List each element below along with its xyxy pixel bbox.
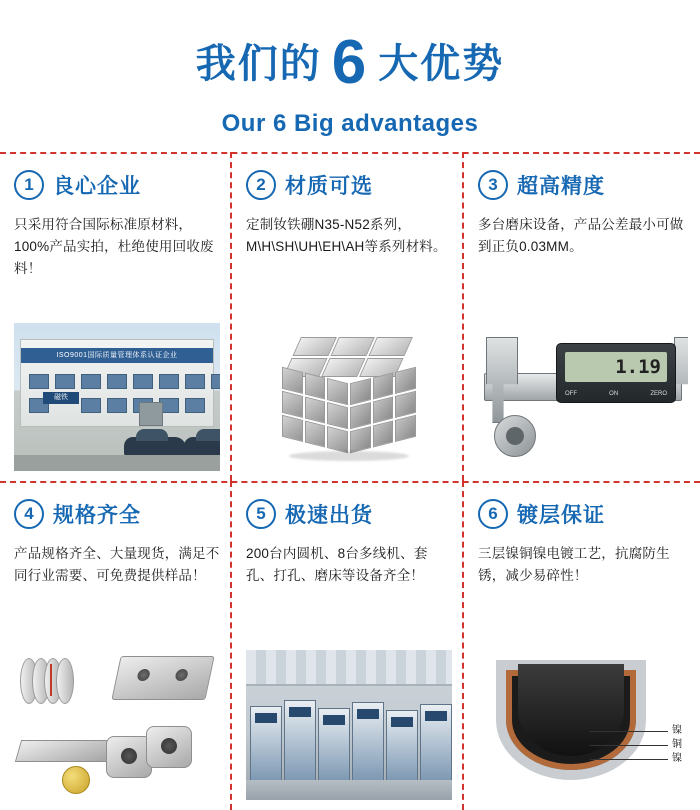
magnet-block xyxy=(373,396,394,423)
card-header xyxy=(478,166,688,204)
magnet-ring-sample xyxy=(494,415,536,457)
cube-left-face xyxy=(282,367,348,453)
caliper-illustration xyxy=(478,321,688,471)
leader-line xyxy=(590,759,668,760)
countersunk-hole xyxy=(174,669,189,681)
badge-number-icon: 5 xyxy=(246,499,276,529)
magnet-block xyxy=(327,378,348,405)
window xyxy=(185,398,205,413)
caliper-buttons xyxy=(565,391,667,397)
magnet-block xyxy=(395,367,416,394)
page-title xyxy=(0,26,700,97)
parked-car xyxy=(124,437,186,457)
card-header xyxy=(246,495,452,533)
card-title: 镀层保证 xyxy=(517,504,605,527)
card-title: 规格齐全 xyxy=(53,504,141,527)
entrance-sign: 磁铁 xyxy=(43,392,79,404)
magnet-block xyxy=(321,358,365,377)
layer-labels xyxy=(590,724,682,766)
window xyxy=(29,374,49,389)
window xyxy=(133,374,153,389)
disc-magnet xyxy=(56,658,74,704)
magnet-block xyxy=(282,367,303,394)
window xyxy=(107,398,127,413)
caliper-display-body xyxy=(556,343,676,403)
magnet-block xyxy=(327,402,348,429)
magnet-block xyxy=(368,337,412,356)
card-title: 良心企业 xyxy=(53,175,141,198)
advantage-card-1 xyxy=(0,152,232,481)
magnet-block xyxy=(327,426,348,453)
machine xyxy=(386,710,418,782)
workshop-illustration xyxy=(246,650,452,800)
magnet-block xyxy=(305,396,326,423)
parked-car xyxy=(184,437,220,457)
ring-magnet-group xyxy=(106,726,202,782)
leader-line xyxy=(590,731,668,732)
card-description: 定制钕铁硼N35-N52系列，M\H\SH\UH\EH\AH等系列材料。 xyxy=(246,217,447,254)
magnet-cube xyxy=(274,337,424,457)
cube-right-face xyxy=(350,367,416,453)
caliper-reading: 1.19 xyxy=(615,356,661,378)
workshop-roof xyxy=(246,650,452,686)
badge-number-icon: 3 xyxy=(478,170,508,200)
machine xyxy=(352,702,384,782)
window xyxy=(159,374,179,389)
window xyxy=(211,374,220,389)
machine xyxy=(420,704,452,782)
magnet-block xyxy=(350,426,371,453)
magnet-block xyxy=(395,391,416,418)
ring-magnet xyxy=(146,726,192,768)
magnet-block xyxy=(373,372,394,399)
card-description: 200台内圆机、8台多线机、套孔、打孔、磨床等设备齐全！ xyxy=(246,546,428,583)
magnet-block xyxy=(350,402,371,429)
card-title: 超高精度 xyxy=(517,175,605,198)
caliper-left-jaw xyxy=(486,337,518,423)
badge-number-icon: 2 xyxy=(246,170,276,200)
advantage-card-2 xyxy=(232,152,464,481)
magnet-block xyxy=(305,372,326,399)
title-number: 6 xyxy=(331,28,369,97)
magnet-block xyxy=(282,415,303,442)
magnet-block xyxy=(373,420,394,447)
advantage-card-5 xyxy=(232,481,464,810)
machine xyxy=(250,706,282,782)
factory-building-photo xyxy=(14,323,220,471)
badge-number-icon: 6 xyxy=(478,499,508,529)
window xyxy=(107,374,127,389)
title-prefix: 我们的 xyxy=(195,42,322,86)
building-facade xyxy=(20,339,214,427)
card-header xyxy=(478,495,688,533)
disc-magnet-stack xyxy=(20,658,82,704)
advantage-card-6 xyxy=(464,481,700,810)
magnet-block xyxy=(395,415,416,442)
leader-line xyxy=(590,745,668,746)
layer-label: 镍 xyxy=(672,725,682,736)
card-header xyxy=(246,166,452,204)
window xyxy=(81,374,101,389)
machine xyxy=(284,700,316,782)
magnet-block xyxy=(292,337,336,356)
banner-text: ISO9001国际质量管理体系认证企业 xyxy=(56,352,178,359)
layer-label-row xyxy=(590,752,682,766)
badge-number-icon: 4 xyxy=(14,499,44,529)
magnet-cube-photo xyxy=(246,329,452,471)
machine xyxy=(318,708,350,782)
shapes-illustration xyxy=(14,650,220,800)
card-description: 三层镍铜镍电镀工艺，抗腐防生锈，减少易碎性！ xyxy=(478,546,670,583)
layer-label-row xyxy=(590,724,682,738)
card-title: 材质可选 xyxy=(285,175,373,198)
advantages-grid xyxy=(0,152,700,810)
window xyxy=(81,398,101,413)
cube-shadow xyxy=(289,451,409,461)
caliper-lcd xyxy=(565,352,667,382)
layer-label-row xyxy=(590,738,682,752)
poster-header xyxy=(0,0,700,138)
card-header xyxy=(14,166,220,204)
advantage-card-3 xyxy=(464,152,700,481)
magnet-block xyxy=(282,391,303,418)
card-description: 产品规格齐全、大量现货，满足不同行业需要、可免费提供样品！ xyxy=(14,546,220,583)
road xyxy=(14,455,220,471)
page-subtitle: Our 6 Big advantages xyxy=(221,110,479,137)
caliper-button-off[interactable]: OFF xyxy=(565,391,577,397)
bar-magnet xyxy=(15,740,115,762)
factory-workshop-photo xyxy=(246,650,452,800)
layer-label: 镍 xyxy=(672,753,682,764)
magnet-block xyxy=(305,420,326,447)
coating-illustration xyxy=(478,650,688,800)
cube-illustration xyxy=(246,329,452,471)
factory-illustration xyxy=(14,323,220,471)
caliper-button-on[interactable]: ON xyxy=(609,391,619,397)
magnet-block xyxy=(330,337,374,356)
caliper-button-zero[interactable]: ZERO xyxy=(650,391,667,397)
digital-caliper-photo xyxy=(478,321,688,471)
caliper-right-jaw xyxy=(674,337,688,423)
layer-label: 铜 xyxy=(672,739,682,750)
card-description: 多台磨床设备，产品公差最小可做到正负0.03MM。 xyxy=(478,217,684,254)
card-header xyxy=(14,495,220,533)
coin-for-scale xyxy=(62,766,90,794)
building-banner xyxy=(21,348,213,363)
countersunk-block-magnet xyxy=(111,656,214,700)
advantage-card-4 xyxy=(0,481,232,810)
workshop-aisle xyxy=(246,780,452,800)
coating-layers-diagram xyxy=(478,650,688,800)
title-suffix: 大优势 xyxy=(378,42,505,86)
countersunk-hole xyxy=(136,669,151,681)
magnet-block xyxy=(350,378,371,405)
entrance-door xyxy=(139,402,163,426)
pole-marking xyxy=(50,664,52,696)
card-description: 只采用符合国际标准原材料，100%产品实拍，杜绝使用回收废料！ xyxy=(14,217,214,276)
window xyxy=(185,374,205,389)
window xyxy=(55,374,75,389)
badge-number-icon: 1 xyxy=(14,170,44,200)
magnet-shapes-photo xyxy=(14,650,220,800)
card-title: 极速出货 xyxy=(285,504,373,527)
